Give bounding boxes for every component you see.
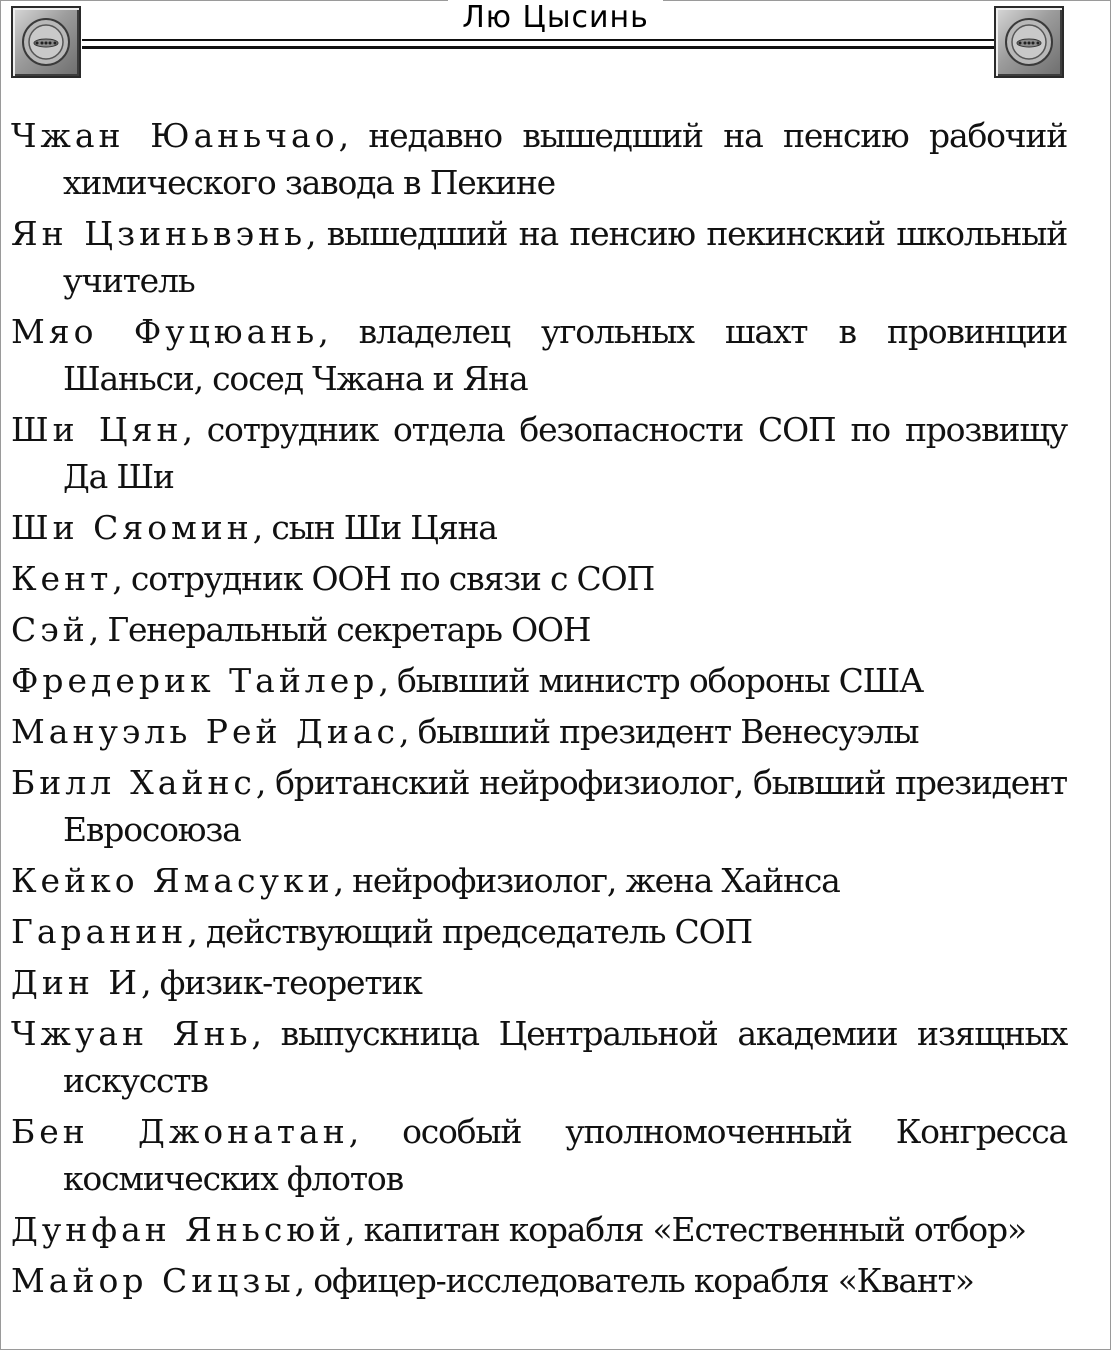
character-description: , нейрофизиолог, жена Хайнса — [333, 861, 840, 900]
character-entry — [11, 1257, 1067, 1304]
character-description: , действующий председатель СОП — [187, 912, 753, 951]
character-name: Билл Хайнс — [11, 763, 256, 802]
character-description: , сын Ши Цяна — [252, 508, 497, 547]
character-name: Ши Цян — [11, 410, 183, 449]
character-entry — [11, 1206, 1067, 1253]
character-entry — [11, 959, 1067, 1006]
character-list — [11, 112, 1067, 1308]
character-name: Ян Цзиньвэнь — [11, 214, 307, 253]
character-entry — [11, 210, 1067, 304]
page-header — [0, 0, 1111, 90]
character-name: Бен Джонатан — [11, 1112, 349, 1151]
character-name: Дунфан Яньсюй — [11, 1210, 346, 1249]
character-name: Мануэль Рей Диас — [11, 712, 399, 751]
character-description: , владелец угольных шахт в провинции Шаньси, сосед Чжана и Яна — [63, 312, 1067, 398]
character-entry — [11, 112, 1067, 206]
character-description: , британский нейрофизиолог, бывший президент Евросоюза — [63, 763, 1067, 849]
character-name: Кент — [11, 559, 113, 598]
character-entry — [11, 504, 1067, 551]
character-name: Мяо Фуцюань — [11, 312, 319, 351]
character-entry — [11, 555, 1067, 602]
character-name: Сэй — [11, 610, 89, 649]
character-entry — [11, 1010, 1067, 1104]
character-name: Кейко Ямасуки — [11, 861, 334, 900]
character-description: , выпускница Центральной академии изящных искусств — [63, 1014, 1067, 1100]
character-entry — [11, 657, 1067, 704]
header-rule-top — [82, 39, 994, 41]
character-name: Ши Сяомин — [11, 508, 253, 547]
character-name: Дин И — [11, 963, 142, 1002]
character-entry — [11, 1108, 1067, 1202]
character-entry — [11, 308, 1067, 402]
character-entry — [11, 759, 1067, 853]
character-description: , сотрудник ООН по связи с СОП — [112, 559, 655, 598]
character-description: , вышедший на пенсию пекинский школьный учитель — [63, 214, 1067, 300]
character-description: , бывший президент Венесуэлы — [398, 712, 919, 751]
character-description: , физик-теоретик — [141, 963, 422, 1002]
character-name: Чжуан Янь — [11, 1014, 252, 1053]
character-description: , недавно вышедший на пенсию рабочий химического завода в Пекине — [63, 116, 1067, 202]
character-entry — [11, 606, 1067, 653]
character-name: Чжан Юаньчао — [11, 116, 339, 155]
character-entry — [11, 708, 1067, 755]
running-title — [0, 0, 1111, 36]
header-rule-bottom — [82, 46, 994, 49]
character-description: , капитан корабля «Естественный отбор» — [345, 1210, 1026, 1249]
character-entry — [11, 908, 1067, 955]
character-description: , сотрудник отдела безопасности СОП по прозвищу Да Ши — [63, 410, 1068, 496]
character-name: Гаранин — [11, 912, 188, 951]
running-title-text: Лю Цысинь — [448, 0, 663, 35]
character-entry — [11, 406, 1067, 500]
character-name: Майор Сицзы — [11, 1261, 295, 1300]
character-entry — [11, 857, 1067, 904]
character-description: , особый уполномоченный Конгресса космических флотов — [63, 1112, 1067, 1198]
character-description: , Генеральный секретарь ООН — [88, 610, 591, 649]
character-name: Фредерик Тайлер — [11, 661, 379, 700]
character-description: , бывший министр обороны США — [378, 661, 923, 700]
character-description: , офицер-исследователь корабля «Квант» — [294, 1261, 974, 1300]
